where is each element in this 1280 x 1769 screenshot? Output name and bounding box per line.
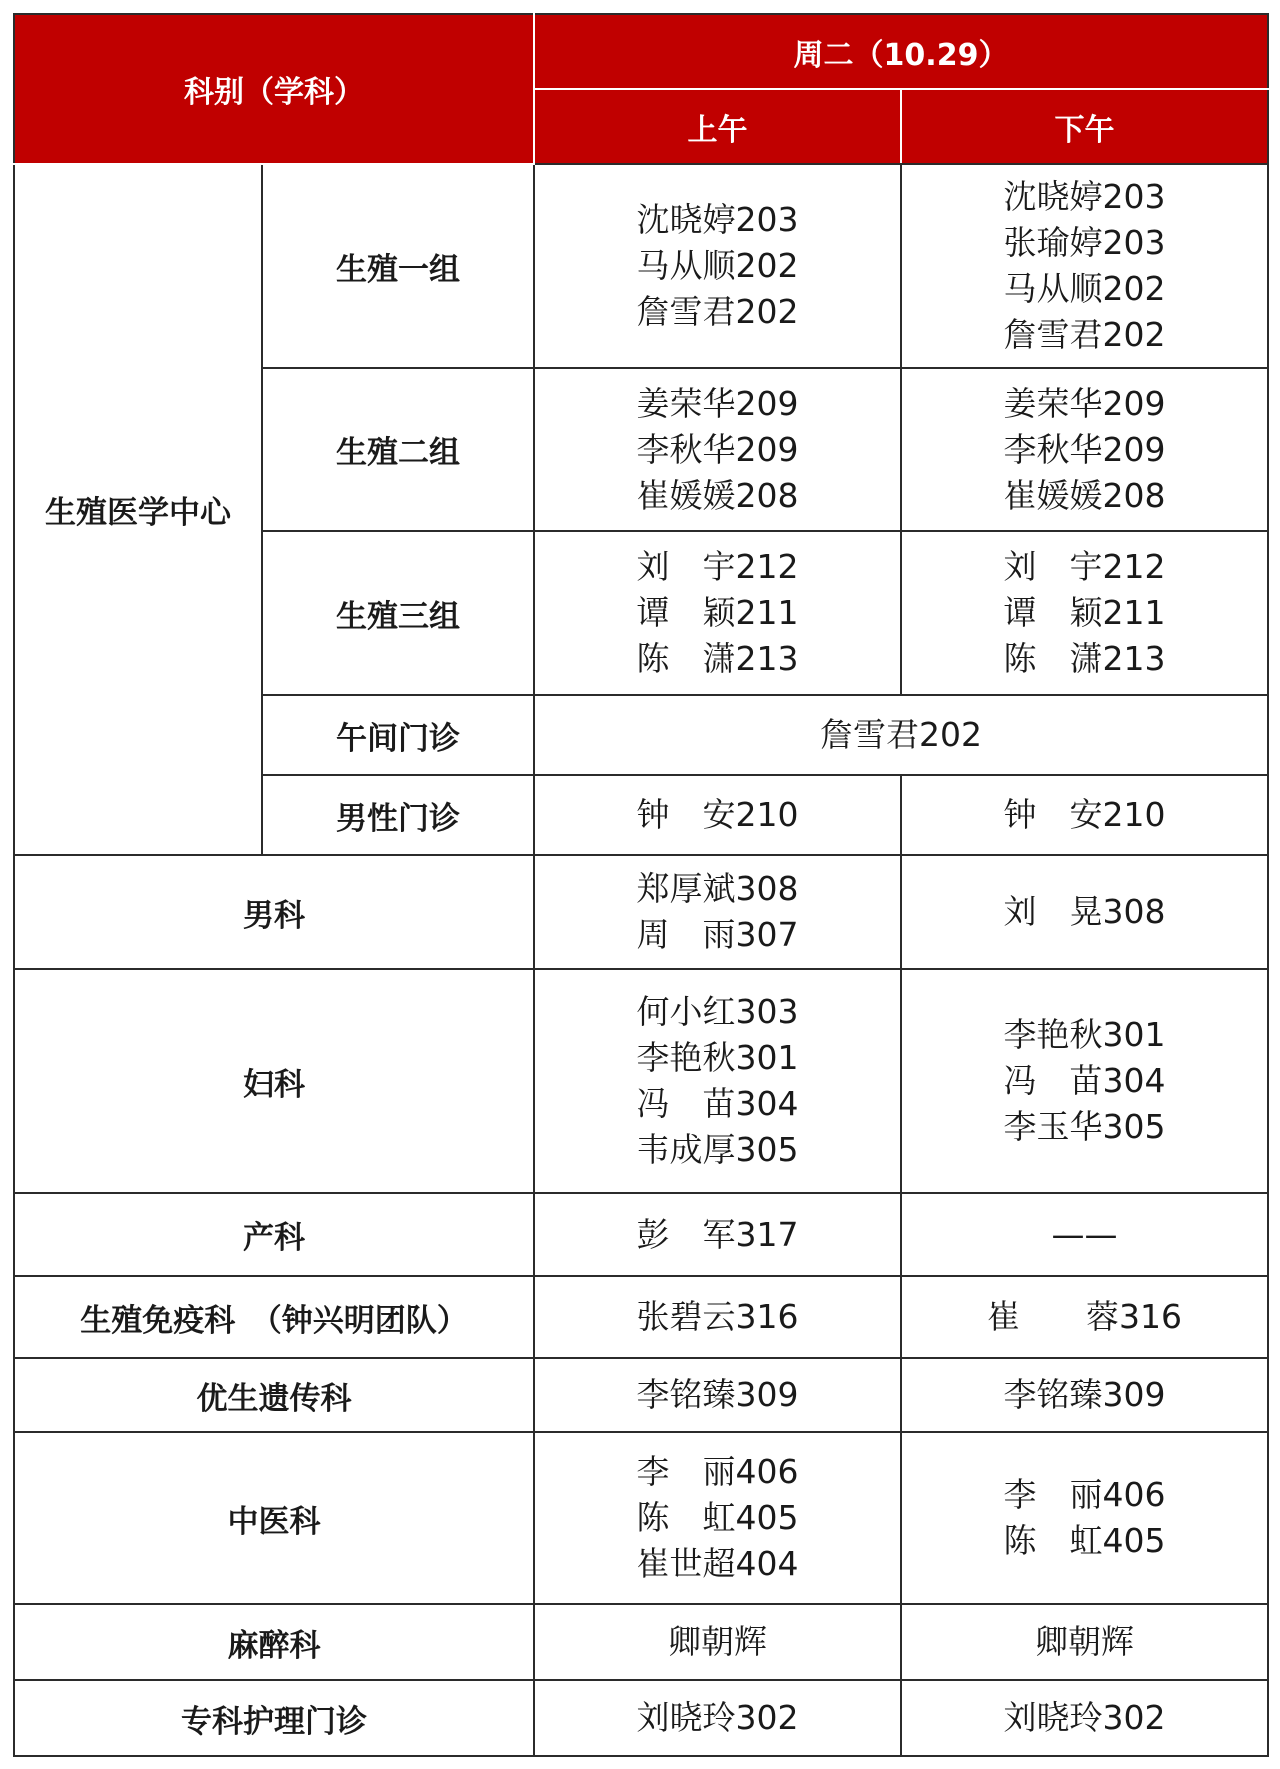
doctor-cell: [901, 1604, 1268, 1680]
doctor-entry: 崔媛媛208: [636, 475, 799, 515]
doctor-cell: [901, 1276, 1268, 1358]
doctor-entry: 李秋华209: [1003, 429, 1166, 469]
doctor-entry: 崔世超404: [636, 1544, 799, 1583]
dept-label: 专科护理门诊: [14, 1680, 534, 1756]
doctor-entry: 姜荣华209: [1003, 383, 1166, 423]
doctor-entry: 刘晓玲302: [1003, 1698, 1166, 1737]
doctor-entry: 李 丽406: [1003, 1475, 1166, 1514]
clinic-schedule-table: [13, 13, 1269, 1757]
doctor-entry: 何小红303: [636, 992, 799, 1031]
dept-label: 生殖免疫科 （钟兴明团队）: [14, 1276, 534, 1358]
doctor-entry: 陈 潇213: [1003, 639, 1166, 678]
doctor-entry: 李艳秋301: [1003, 1015, 1166, 1054]
doctor-entry: 陈 虹405: [1003, 1521, 1166, 1560]
doctor-entry: 钟 安210: [636, 795, 799, 834]
doctor-entry: 崔 蓉316: [987, 1297, 1182, 1336]
day-header: 周二（10.29）: [534, 14, 1268, 89]
doctor-entry: 李铭臻309: [636, 1375, 799, 1414]
doctor-entry: 詹雪君202: [820, 715, 982, 754]
dept-label: 妇科: [14, 969, 534, 1193]
doctor-cell: [534, 164, 901, 368]
doctor-entry: 马从顺202: [1003, 269, 1166, 308]
doctor-entry: 张瑜婷203: [1003, 223, 1166, 262]
doctor-entry: 冯 苗304: [1003, 1061, 1166, 1100]
doctor-cell: [901, 1680, 1268, 1756]
doctor-cell: [901, 1193, 1268, 1276]
group-label: 生殖一组: [262, 164, 534, 368]
doctor-entry: 李艳秋301: [636, 1038, 799, 1077]
doctor-cell: [534, 1358, 901, 1432]
doctor-entry: 刘晓玲302: [636, 1698, 799, 1737]
doctor-cell: [534, 969, 901, 1193]
doctor-cell: [901, 969, 1268, 1193]
doctor-cell: [901, 164, 1268, 368]
doctor-cell: [534, 1680, 901, 1756]
doctor-entry: 詹雪君202: [1003, 315, 1166, 354]
doctor-entry: 李秋华209: [636, 429, 799, 469]
afternoon-header: 下午: [901, 89, 1268, 164]
doctor-cell: [901, 1432, 1268, 1604]
doctor-cell: [901, 1358, 1268, 1432]
morning-header: 上午: [534, 89, 901, 164]
doctor-cell: [534, 531, 901, 695]
doctor-entry: 沈晓婷203: [1003, 177, 1166, 216]
doctor-cell: [534, 855, 901, 969]
doctor-entry: 谭 颖211: [636, 593, 799, 632]
doctor-cell: [534, 775, 901, 855]
doctor-entry: 马从顺202: [636, 246, 799, 285]
doctor-entry: 陈 潇213: [636, 639, 799, 678]
doctor-cell: [901, 775, 1268, 855]
reproductive-center-label: 生殖医学中心: [14, 164, 262, 855]
doctor-cell: [534, 1604, 901, 1680]
doctor-entry: 卿朝辉: [1035, 1622, 1134, 1661]
doctor-cell: [901, 368, 1268, 531]
doctor-entry: 李 丽406: [636, 1452, 799, 1491]
doctor-cell: [534, 695, 1268, 775]
doctor-entry: ——: [1051, 1214, 1118, 1254]
doctor-entry: 韦成厚305: [636, 1130, 799, 1169]
doctor-cell: [534, 1432, 901, 1604]
dept-label: 优生遗传科: [14, 1358, 534, 1432]
doctor-cell: [901, 531, 1268, 695]
doctor-entry: 姜荣华209: [636, 383, 799, 423]
doctor-cell: [534, 1276, 901, 1358]
doctor-entry: 周 雨307: [636, 915, 799, 954]
dept-column-header: 科别（学科）: [14, 14, 534, 164]
group-label: 男性门诊: [262, 775, 534, 855]
dept-label: 麻醉科: [14, 1604, 534, 1680]
doctor-entry: 彭 军317: [636, 1214, 799, 1254]
doctor-cell: [534, 368, 901, 531]
doctor-entry: 钟 安210: [1003, 795, 1166, 834]
doctor-entry: 刘 宇212: [636, 547, 799, 586]
doctor-entry: 陈 虹405: [636, 1498, 799, 1537]
doctor-entry: 刘 晃308: [1003, 892, 1166, 931]
doctor-entry: 李玉华305: [1003, 1107, 1166, 1146]
doctor-entry: 詹雪君202: [636, 292, 799, 331]
dept-label: 产科: [14, 1193, 534, 1276]
doctor-cell: [534, 1193, 901, 1276]
group-label: 午间门诊: [262, 695, 534, 775]
doctor-entry: 卿朝辉: [668, 1622, 767, 1661]
dept-label: 男科: [14, 855, 534, 969]
doctor-entry: 李铭臻309: [1003, 1375, 1166, 1414]
doctor-entry: 郑厚斌308: [636, 869, 799, 908]
group-label: 生殖二组: [262, 368, 534, 531]
doctor-entry: 谭 颖211: [1003, 593, 1166, 632]
group-label: 生殖三组: [262, 531, 534, 695]
doctor-cell: [901, 855, 1268, 969]
doctor-entry: 沈晓婷203: [636, 200, 799, 239]
doctor-entry: 冯 苗304: [636, 1084, 799, 1123]
dept-label: 中医科: [14, 1432, 534, 1604]
doctor-entry: 张碧云316: [636, 1297, 799, 1336]
doctor-entry: 刘 宇212: [1003, 547, 1166, 586]
doctor-entry: 崔媛媛208: [1003, 475, 1166, 515]
